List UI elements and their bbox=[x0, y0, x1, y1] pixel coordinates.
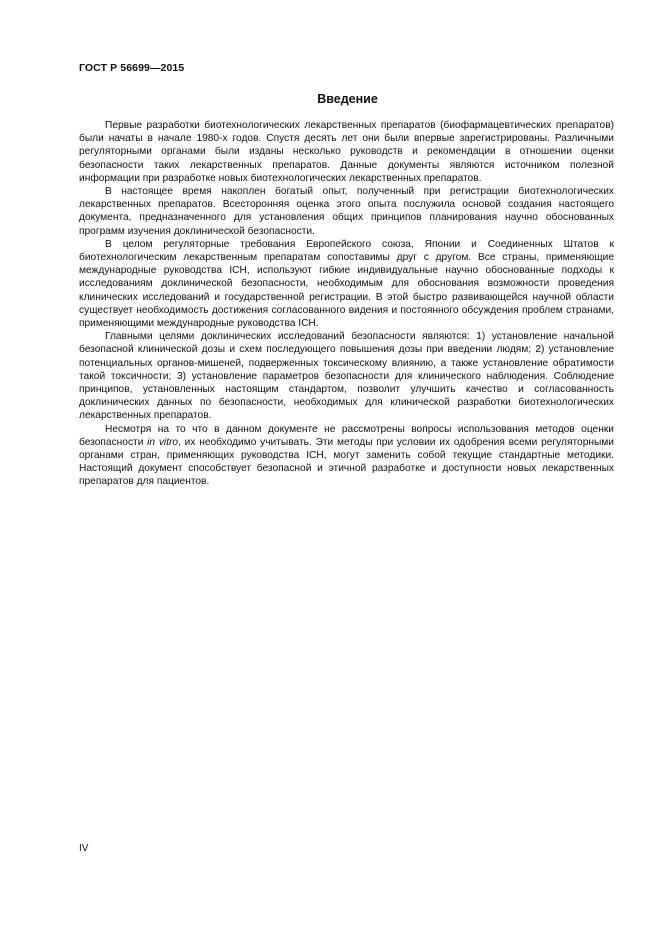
paragraph-2: В настоящее время накоплен богатый опыт, полученный при регистрации биотехнологических лекарственных препаратов. Всесторонняя оценка этого опыта послужила основой создания настоящего документа, предназначенного для установления общих принципов планирования научно обоснованных программ изучения доклинической безопасности. bbox=[79, 186, 614, 237]
paragraph-5-text-end: , их необходимо учитывать. Эти методы при условии их одобрения всеми регуляторными органами стран, применяющих руководства ICH, могут заменить собой текущие стандартные методики. Настоящий документ способствует безопасной и этичной разработке и доступности новых лекарственных препаратов для пациентов. bbox=[79, 436, 614, 488]
paragraph-5-italic-term: in vitro bbox=[147, 436, 179, 448]
paragraph-5-text-start: Несмотря на то что в данном документе не рассмотрены вопросы использования методов оценки безопасности bbox=[79, 423, 614, 448]
document-standard-code: ГОСТ Р 56699—2015 bbox=[79, 62, 185, 74]
paragraph-3: В целом регуляторные требования Европейского союза, Японии и Соединенных Штатов к биотехнологическим лекарственным препаратам сопоставимы друг с другом. Все страны, применяющие международные руководства ICH, используют гибкие индивидуальные научно обоснованные подходы к исследованиям доклинической безопасности, необходимым для обоснования возможности проведения клинических исследований и государственной регистрации. В этой быстро развивающейся научной области существует необходимость достижения согласованного видения и постоянного обсуждения проблем странами, применяющими международные руководства ICH. bbox=[79, 238, 614, 330]
paragraph-1: Первые разработки биотехнологических лекарственных препаратов (биофармацевтических препаратов) были начаты в начале 1980-х годов. Спустя десять лет они были впервые зарегистрированы. Различными регуляторными органами были изданы несколько руководств и рекомендации в отношении оценки безопасности таких лекарственных препаратов. Данные документы являются источником полезной информации при разработке новых биотехнологических лекарственных препаратов. bbox=[79, 120, 614, 184]
paragraph-5 bbox=[79, 423, 614, 489]
paragraph-4: Главными целями доклинических исследований безопасности являются: 1) установление начальной безопасной клинической дозы и схем последующего повышения дозы при введении людям; 2) установление потенциальных органов-мишеней, подверженных токсическому влиянию, а также установление обратимости такой токсичности; 3) установление параметров безопасности для клинического наблюдения. Соблюдение принципов, установленных настоящим стандартом, позволит улучшить качество и согласованность доклинических данных по безопасности, необходимых для клинической разработки биотехнологических лекарственных препаратов. bbox=[79, 331, 614, 422]
page-number: IV bbox=[79, 843, 89, 854]
section-title: Введение bbox=[317, 92, 378, 106]
section-body bbox=[79, 119, 614, 489]
